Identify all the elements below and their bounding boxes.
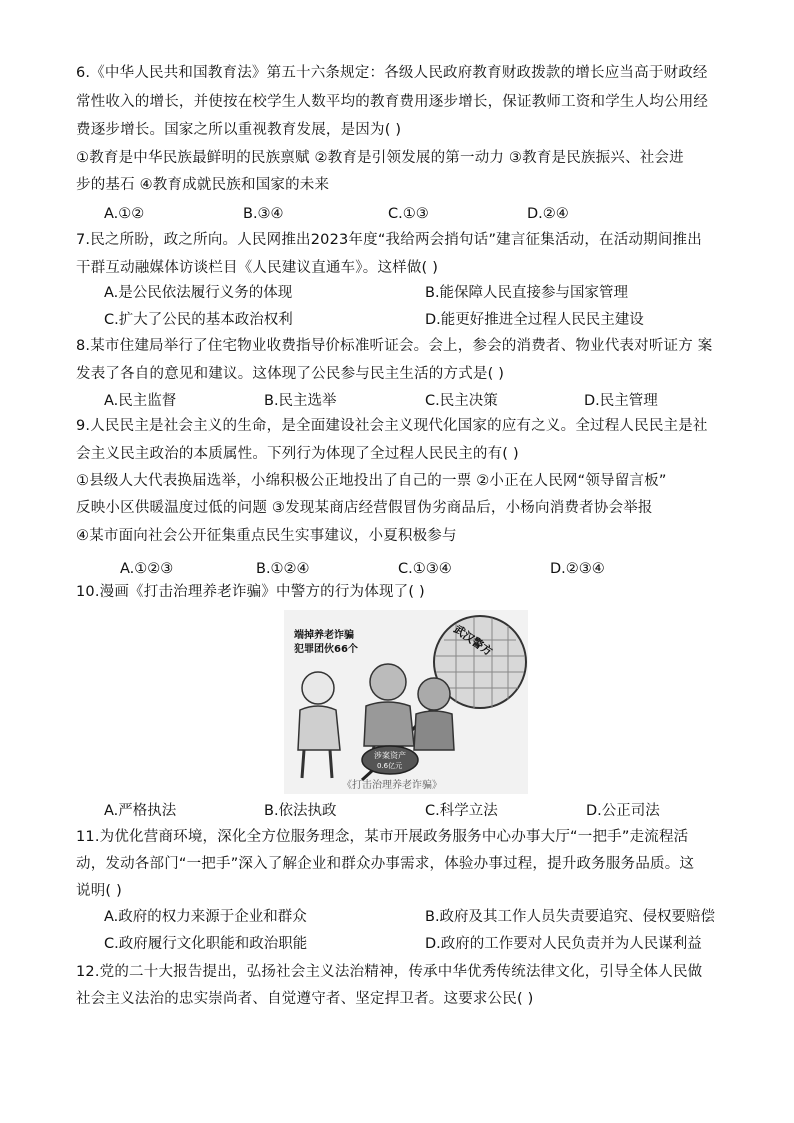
q11-option-c[interactable]: C.政府履行文化职能和政治职能 bbox=[104, 936, 308, 952]
q6-line-4: ①教育是中华民族最鲜明的民族禀赋 ②教育是引领发展的第一动力 ③教育是民族振兴、社会进 bbox=[76, 150, 684, 166]
q10-option-c[interactable]: C.科学立法 bbox=[425, 803, 498, 819]
q8-option-a[interactable]: A.民主监督 bbox=[104, 393, 177, 409]
q6-option-a[interactable]: A.①② bbox=[104, 206, 145, 222]
q11-option-b[interactable]: B.政府及其工作人员失责要追究、侵权要赔偿 bbox=[425, 909, 716, 925]
q10-option-b[interactable]: B.依法执政 bbox=[264, 803, 337, 819]
q9-option-d[interactable]: D.②③④ bbox=[550, 561, 605, 577]
q8-option-d[interactable]: D.民主管理 bbox=[584, 393, 658, 409]
q7-option-b[interactable]: B.能保障人民直接参与国家管理 bbox=[425, 285, 629, 301]
q8-option-c[interactable]: C.民主决策 bbox=[425, 393, 498, 409]
q7-line-1: 7.民之所盼，政之所向。人民网推出2023年度“我给两会捎句话”建言征集活动，在活动期间推出 bbox=[76, 232, 702, 248]
q7-option-d[interactable]: D.能更好推进全过程人民民主建设 bbox=[425, 312, 644, 328]
cartoon-illustration bbox=[284, 610, 528, 794]
q7-option-a[interactable]: A.是公民依法履行义务的体现 bbox=[104, 285, 293, 301]
q12-line-2: 社会主义法治的忠实崇尚者、自觉遵守者、坚定捍卫者。这要求公民( ) bbox=[76, 991, 534, 1007]
q9-line-4: 反映小区供暖温度过低的问题 ③发现某商店经营假冒伪劣商品后，小杨向消费者协会举报 bbox=[76, 500, 653, 516]
caption-line-1: 端掉养老诈骗 bbox=[294, 630, 354, 641]
q6-option-d[interactable]: D.②④ bbox=[527, 206, 569, 222]
q7-option-c[interactable]: C.扩大了公民的基本政治权利 bbox=[104, 312, 293, 328]
q9-line-3: ①县级人大代表换届选举，小绵积极公正地投出了自己的一票 ②小正在人民网“领导留言板” bbox=[76, 473, 667, 489]
q10-option-d[interactable]: D.公正司法 bbox=[586, 803, 660, 819]
q7-line-2: 干群互动融媒体访谈栏目《人民建议直通车》。这样做( ) bbox=[76, 260, 439, 276]
q9-line-2: 会主义民主政治的本质属性。下列行为体现了全过程人民民主的有( ) bbox=[76, 446, 519, 462]
cartoon-drawing bbox=[284, 610, 528, 794]
q9-line-5: ④某市面向社会公开征集重点民生实事建议，小夏积极参与 bbox=[76, 528, 457, 544]
q11-line-1: 11.为优化营商环境，深化全方位服务理念，某市开展政务服务中心办事大厅“一把手”走流程活 bbox=[76, 829, 689, 845]
q11-line-2: 动，发动各部门“一把手”深入了解企业和群众办事需求，体验办事过程，提升政务服务品质。这 bbox=[76, 856, 695, 872]
q9-option-c[interactable]: C.①③④ bbox=[398, 561, 452, 577]
q9-option-a[interactable]: A.①②③ bbox=[120, 561, 174, 577]
q6-option-b[interactable]: B.③④ bbox=[243, 206, 284, 222]
q11-option-a[interactable]: A.政府的权力来源于企业和群众 bbox=[104, 909, 307, 925]
q10-option-a[interactable]: A.严格执法 bbox=[104, 803, 177, 819]
q6-line-3: 费逐步增长。国家之所以重视教育发展，是因为( ) bbox=[76, 122, 402, 138]
bag-label: 涉案资产 bbox=[374, 751, 406, 760]
caption-line-2: 犯罪团伙66个 bbox=[294, 644, 358, 655]
q12-line-1: 12.党的二十大报告提出，弘扬社会主义法治精神，传承中华优秀传统法律文化，引导全体人民做 bbox=[76, 964, 703, 980]
cartoon-title: 《打击治理养老诈骗》 bbox=[342, 780, 442, 791]
q11-line-3: 说明( ) bbox=[76, 883, 122, 899]
q8-line-2: 发表了各自的意见和建议。这体现了公民参与民主生活的方式是( ) bbox=[76, 366, 505, 382]
net-label: 武汉警方 bbox=[451, 622, 495, 659]
q6-line-5: 步的基石 ④教育成就民族和国家的未来 bbox=[76, 177, 330, 193]
q6-line-2: 常性收入的增长，并使按在校学生人数平均的教育费用逐步增长，保证教师工资和学生人均公用经 bbox=[76, 94, 709, 110]
q9-line-1: 9.人民民主是社会主义的生命，是全面建设社会主义现代化国家的应有之义。全过程人民民主是社 bbox=[76, 418, 708, 434]
q8-line-1: 8.某市住建局举行了住宅物业收费指导价标准听证会。会上，参会的消费者、物业代表对听证方 案 bbox=[76, 338, 713, 354]
fraudster-figure-2 bbox=[414, 678, 454, 750]
q8-option-b[interactable]: B.民主选举 bbox=[264, 393, 337, 409]
q6-line-1: 6.《中华人民共和国教育法》第五十六条规定：各级人民政府教育财政拨款的增长应当高于财政经 bbox=[76, 65, 708, 81]
bag-value: 0.6亿元 bbox=[377, 762, 403, 770]
q6-option-c[interactable]: C.①③ bbox=[388, 206, 429, 222]
q11-option-d[interactable]: D.政府的工作要对人民负责并为人民谋利益 bbox=[425, 936, 702, 952]
q9-option-b[interactable]: B.①②④ bbox=[256, 561, 310, 577]
q10-line-1: 10.漫画《打击治理养老诈骗》中警方的行为体现了( ) bbox=[76, 584, 425, 600]
